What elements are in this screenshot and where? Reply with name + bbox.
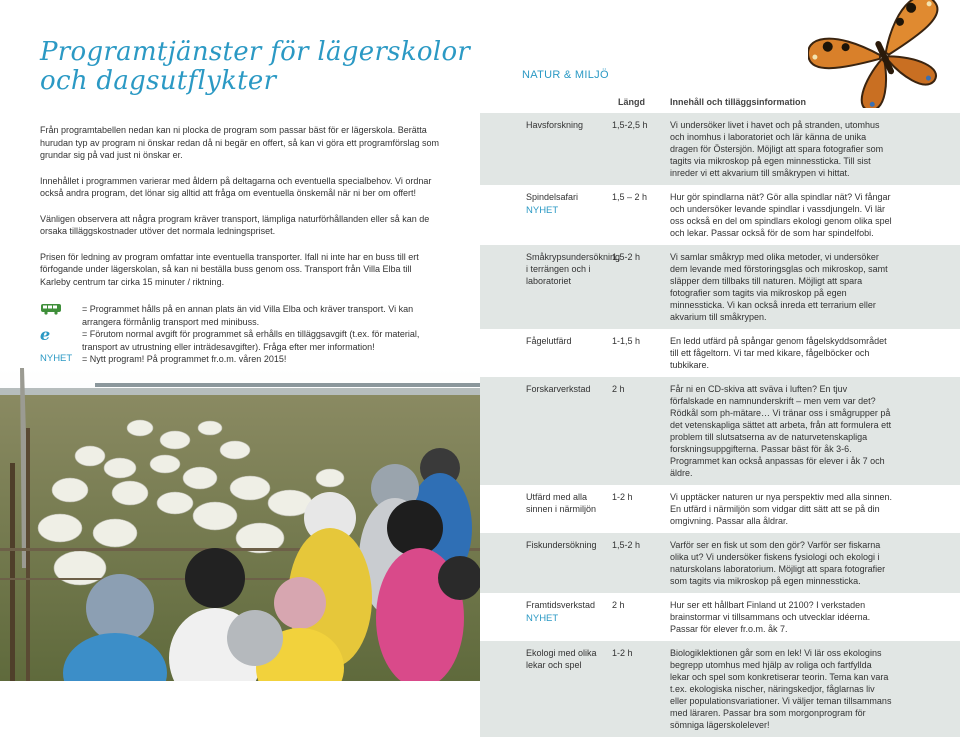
program-length: 1-1,5 h [612, 336, 641, 346]
program-length: 1-2 h [612, 648, 633, 658]
program-info: Hur gör spindlarna nät? Gör alla spindlar nät? Vi fångar och undersöker levande spindlar i vassdjungeln. Vi lär oss också en del om spindlars ekologi genom olika spel och lekar. Passar också för de som har spindelfobi. [670, 192, 892, 238]
intro-paragraph: Från programtabellen nedan kan ni plocka de program som passar bäst för er lägerskola. Berätta hurudan typ av program ni önskar redan då ni begär en offert, så kan vi göra ett programförslag som grundar sig på vad just ni önskar er. [40, 125, 440, 160]
program-name: Utfärd med alla sinnen i närmiljön [526, 492, 597, 514]
program-name: Forskarverkstad [526, 384, 591, 394]
legend-nyhet [40, 353, 440, 366]
program-info: En ledd utfärd på spångar genom fågelskyddsområdet till ett fågeltorn. Vi tar med kikare, fågelböcker och tubkikare. [670, 336, 887, 370]
program-info: Hur ser ett hållbart Finland ut 2100? I verkstaden brainstormar vi tillsammans och utvecklar idéerna. Passar för elever fr.o.m. åk 7. [670, 600, 871, 634]
intro-paragraph: Prisen för ledning av program omfattar inte eventuella transporter. Ifall ni inte har en buss till ert förfogande under lägerskolan, så kan ni beställa buss genom oss. Transport från Villa Elba till Karleby centrum tar cirka 15 minuter / riktning. [40, 251, 419, 287]
page-title [40, 38, 470, 96]
program-name: Framtidsverkstad [526, 600, 596, 610]
program-length: 1,5-2 h [612, 540, 641, 550]
program-name-cell [480, 119, 612, 179]
program-name-cell [480, 491, 612, 527]
left-page [0, 0, 480, 681]
nyhet-symbol: NYHET [40, 353, 73, 364]
program-info: Vi undersöker livet i havet och på stranden, utomhus och inomhus i laboratoriet och lär känna de unika dragen för Östersjön. Möjligt att spara fotografier som tagits via mikroskop på egen minnessticka. Till sist inreder vi ett akvarium till småkrypen vi hittat. [670, 120, 884, 178]
program-name-cell [480, 251, 621, 323]
table-row [480, 245, 960, 329]
program-name-cell [480, 599, 612, 635]
right-page [480, 0, 960, 730]
table-row [480, 485, 960, 533]
program-name: Ekologi med olika lekar och spel [526, 648, 597, 670]
butterfly-illustration [808, 0, 958, 108]
table-row [480, 641, 960, 737]
table-row [480, 377, 960, 485]
program-name-cell [480, 383, 612, 479]
program-name: Småkrypsundersökning i terrängen och i laboratoriet [526, 252, 621, 286]
program-info: Varför ser en fisk ut som den gör? Varför ser fiskarna olika ut? Vi undersöker fiskens fysiologi och ekologi i naturskolans laboratorium. Möjligt att spara fotografier som tagits via mikroskop på egen minnessticka. [670, 540, 886, 586]
table-row [480, 329, 960, 377]
title-line-2: och dagsutflykter [40, 66, 277, 96]
program-name-cell [480, 647, 612, 731]
program-length: 2 h [612, 384, 625, 394]
euro-icon: e [40, 325, 51, 344]
legend-bus [40, 303, 440, 328]
program-info: Biologiklektionen går som en lek! Vi lär oss ekologins begrepp utomhus med hjälp av roliga och fartfyllda lekar och spel som konkretiserar teorin. Tema kan vara t.ex. ekologiska nischer, näringskedjor, fåglarnas liv eller populationsvariationer. Vi väljer teman tillsammans med läraren. Passar bra som morgonprogram för sömniga lägerskolelever! [670, 648, 892, 730]
program-table [480, 113, 960, 737]
title-line-1: Programtjänster för lägerskolor [40, 37, 471, 67]
program-name: Havsforskning [526, 120, 584, 130]
children-and-sheep-photo [0, 368, 480, 681]
program-info: Vi samlar småkryp med olika metoder, vi undersöker dem levande med förstoringsglas och mikroskop, samt släpper dem tillbaks till naturen. Möjligt att spara fotografier som tagits via mikroskop på egen minnessticka. Vi kan också inreda ett terrarium eller akvarium till småkrypen. [670, 252, 888, 322]
column-header-info: Innehåll och tilläggsinformation [670, 97, 807, 107]
intro-paragraph: Innehållet i programmen varierar med åldern på deltagarna och eventuella specialbehov. Vi ordnar också andra program, det lönar sig alltid att fråga om eventuella önskemål när ni ber om offert! [40, 175, 432, 198]
program-name-cell [480, 539, 612, 587]
column-header-length: Längd [618, 97, 645, 107]
intro-paragraph: Vänligen observera att några program kräver transport, lämpliga naturförhållanden eller så kan de orsaka tilläggskostnader utöver det normala ledningspriset. [40, 213, 430, 236]
program-name-cell [480, 335, 612, 371]
legend-euro-text: = Förutom normal avgift för programmet så erhålls en tilläggsavgift (t.ex. för material, transport av utrustning eller inträdesavgifter). Fråga efter mer information! [82, 329, 420, 352]
program-length: 1,5 – 2 h [612, 192, 648, 202]
new-badge: NYHET [526, 613, 559, 624]
program-name: Spindelsafari [526, 192, 579, 202]
table-row [480, 533, 960, 593]
table-row [480, 185, 960, 245]
symbol-legend [40, 303, 440, 366]
program-name: Fågelutfärd [526, 336, 572, 346]
legend-nyhet-text: = Nytt program! På programmet fr.o.m. våren 2015! [82, 354, 287, 364]
table-row [480, 593, 960, 641]
program-info: Vi upptäcker naturen ur nya perspektiv med alla sinnen. En utfärd i närmiljön som vidgar ditt sätt att se på din omgivning. Passar alla åldrar. [670, 492, 892, 526]
table-row [480, 113, 960, 185]
legend-bus-text: = Programmet hålls på en annan plats än vid Villa Elba och kräver transport. Vi kan arrangera förmånlig transport med minibuss. [82, 304, 414, 327]
program-length: 2 h [612, 600, 625, 610]
program-length: 1-2 h [612, 492, 633, 502]
new-badge: NYHET [526, 205, 559, 216]
intro-text [40, 124, 440, 301]
program-length: 1,5-2,5 h [612, 120, 648, 130]
program-info: Får ni en CD-skiva att sväva i luften? En tjuv förfalskade en namnunderskrift – men vem var det? Rödkål som ph-mätare… Vi tränar oss i smågrupper på det vetenskapliga sättet att arbeta, från att formulera ett problem till slutsatserna av de naturvetenskapliga forskningsuppgifterna. Passar bäst för åk 3-6. Programmet kan också anpassas för elever i åk 7 och äldre. [670, 384, 892, 478]
section-label: NATUR & MILJÖ [522, 69, 609, 81]
program-length: 1,5-2 h [612, 252, 641, 262]
program-name: Fiskundersökning [526, 540, 597, 550]
legend-euro [40, 325, 440, 353]
program-name-cell [480, 191, 612, 239]
